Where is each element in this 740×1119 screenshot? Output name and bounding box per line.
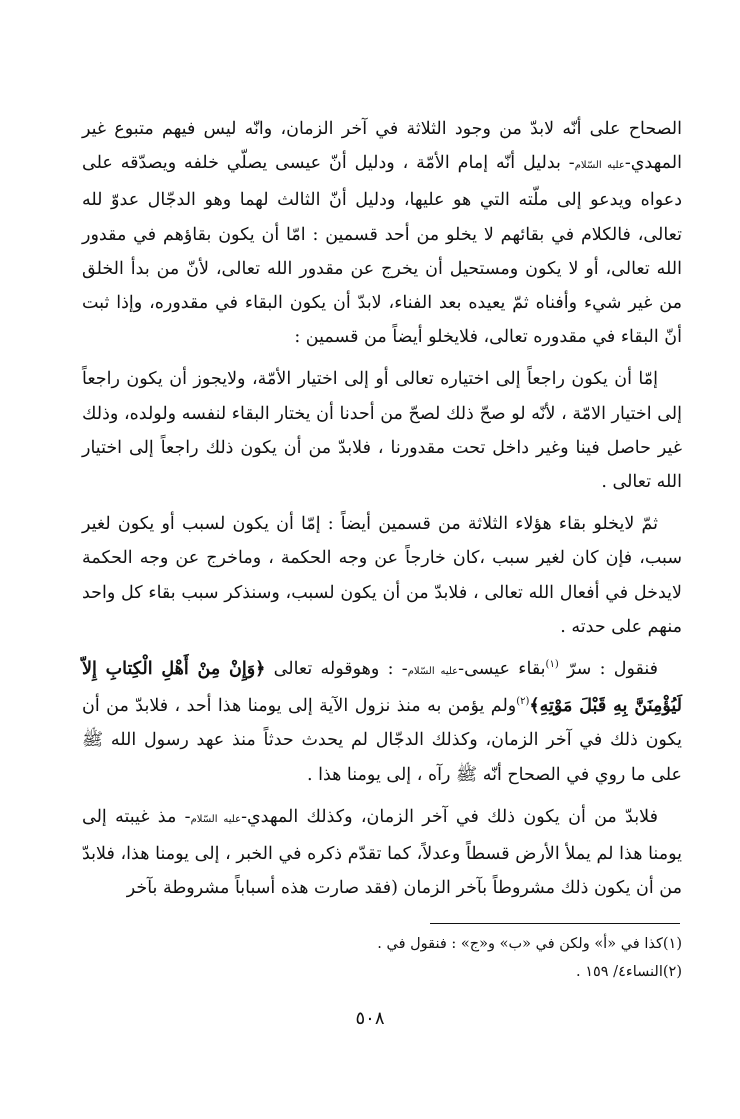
honorific: عليه السّلام	[407, 666, 459, 678]
paragraph-4-part-d: ولم يؤمن به منذ نزول الآية إلى يومنا هذا أحد ، فلابدّ من أن يكون ذلك في آخر الزمان، وكذلك الدجّال لم يحدث حدثاً منذ عهد رسول الله ﷺ على ما روي في الصحاح أنّه ﷺ رآه ، إلى يومنا هذا .	[82, 696, 682, 785]
paragraph-5-part-a: فلابدّ من أن يكون ذلك في آخر الزمان، وكذلك المهدي-	[241, 806, 658, 827]
quran-verse: ﴿وَإِنْ مِنْ أَهْلِ الْكِتابِ إِلاّ لَيُؤْمِنَنَّ بِهِ قَبْلَ مَوْتِهِ﴾	[82, 659, 682, 717]
body-text	[82, 112, 682, 913]
paragraph-1-part-a: الصحاح على أنّه لابدّ من وجود الثلاثة في آخر الزمان، وانّه ليس فيهم متبوع غير المهدي-	[82, 119, 682, 174]
paragraph-1-part-b: - بدليل أنّه إمام الأمّة ، ودليل أنّ عيسى يصلّي خلفه ويصدّقه على دعواه ويدعو إلى ملّته التي هو عليها، ودليل أنّ الثالث لهما وهو الدجّال عدوّ لله تعالى، فالكلام في بقائهم لا يخلو من أحد قسمين : امّا أن يكون بقاؤهم في مقدور الله تعالى، أو لا يكون ومستحيل أن يخرج عن مقدور الله تعالى، لأنّ من بدأ الخلق من غير شيء وأفناه ثمّ يعيده بعد الفناء، لابدّ أن يكون البقاء في مقدوره، وإذا ثبت أنّ البقاء في مقدوره تعالى، فلايخلو أيضاً من قسمين :	[82, 153, 682, 348]
paragraph-3: ثمّ لايخلو بقاء هؤلاء الثلاثة من قسمين أيضاً : إمّا أن يكون لسبب أو يكون لغير سبب، فإن كان لغير سبب ،كان خارجاً عن وجه الحكمة ، وماخرج عن وجه الحكمة لايدخل في أفعال الله تعالى ، فلابدّ من أن يكون لسبب، وسنذكر سبب بقاء كل واحد منهم على حدته .	[82, 514, 682, 637]
paragraph-5	[82, 800, 682, 906]
paragraph-1	[82, 112, 682, 354]
footnote-1: (١)كذا في «أ» ولكن في «ب» و«ج» : فنقول في .	[377, 936, 682, 952]
honorific: عليه السّلام	[574, 160, 625, 172]
footnote-separator	[430, 923, 680, 924]
paragraph-5-part-b: - مذ غيبته إلى يومنا هذا لم يملأ الأرض قسطاً وعدلاً، كما تقدّم ذكره في الخبر ، إلى يومنا هذا، فلابدّ من أن يكون ذلك مشروطاً بآخر الزمان (فقد صارت هذه أسباباً مشروطة بآخر	[82, 806, 682, 899]
paragraph-4-part-b: بقاء عيسى-	[458, 659, 546, 680]
footnotes	[82, 930, 682, 986]
paragraph-4-part-c: - : وهوقوله تعالى	[265, 659, 408, 680]
paragraph-4	[82, 652, 682, 792]
footnote-ref-2: (٢)	[516, 696, 530, 708]
footnote-ref-1: (١)	[545, 659, 559, 671]
honorific: عليه السّلام	[190, 813, 242, 825]
paragraph-4-part-a: فنقول : سرّ	[558, 659, 658, 680]
footnote-2: (٢)النساء٤/ ١٥٩ .	[575, 964, 682, 980]
paragraph-2: إمّا أن يكون راجعاً إلى اختياره تعالى أو إلى اختيار الأمّة، ولايجوز أن يكون راجعاً إلى اختيار الامّة ، لأنّه لو صحّ ذلك لصحّ من أحدنا أن يختار البقاء لنفسه ولولده، وذلك غير حاصل فينا وغير داخل تحت مقدورنا ، فلابدّ من أن يكون ذلك راجعاً إلى اختيار الله تعالى .	[82, 369, 682, 493]
page-number: ٥٠٨	[355, 1008, 385, 1029]
